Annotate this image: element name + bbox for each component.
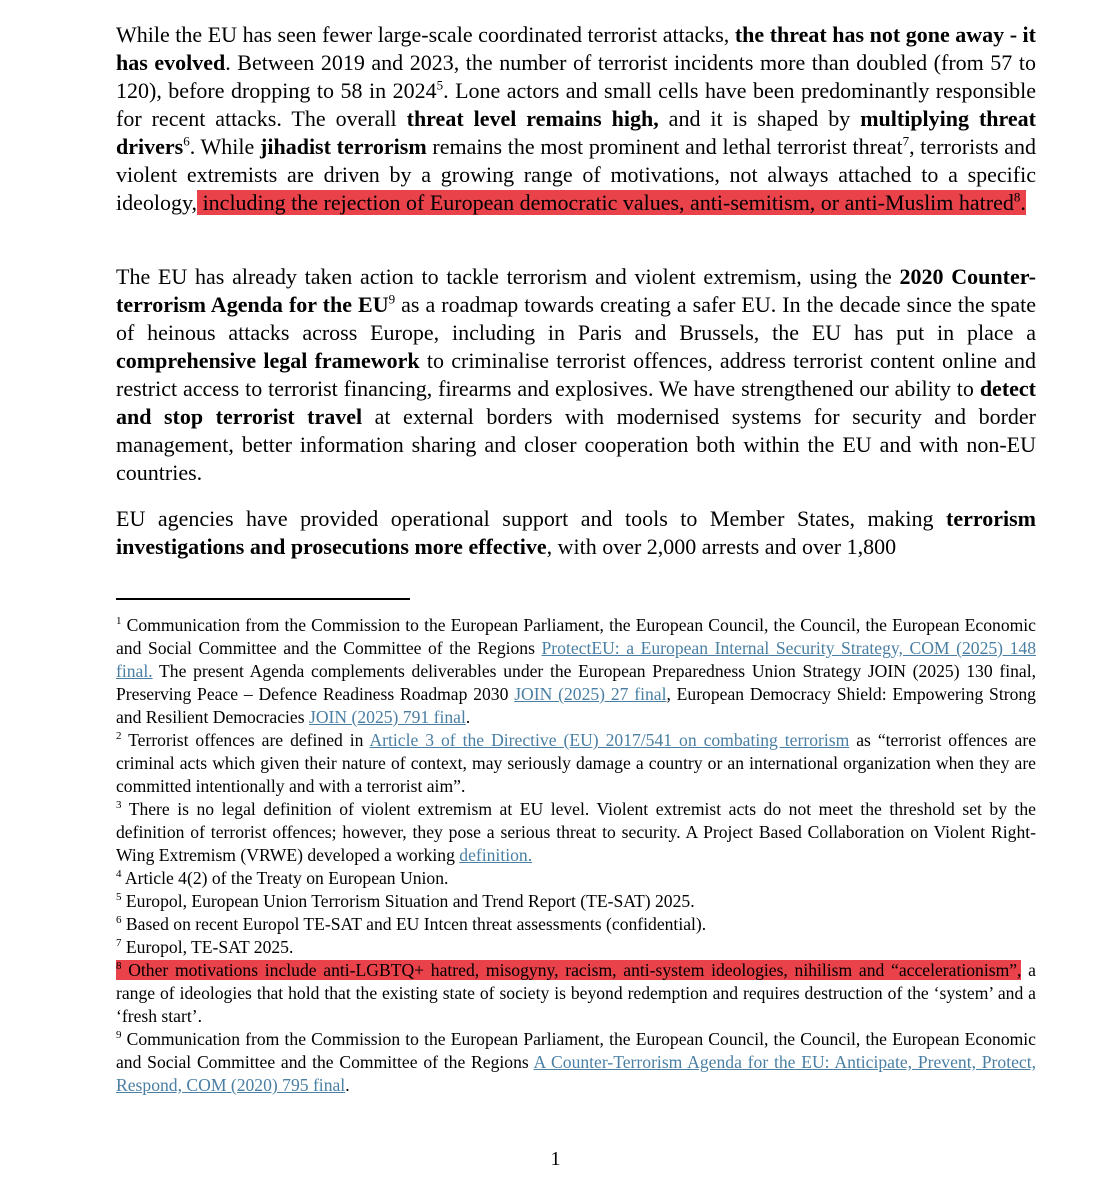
text: including the rejection of European democratic values, anti-semitism, or anti-Muslim hatred (197, 190, 1014, 215)
footnote-7 (116, 936, 1036, 959)
footnote-ref[interactable]: 6 (183, 133, 190, 149)
text: Terrorist offences are defined in (121, 730, 370, 750)
footnote-number: 2 (116, 730, 122, 743)
bold-text: threat level remains high, (406, 106, 659, 131)
highlighted-text (116, 960, 1021, 980)
paragraph-threat-evolution (116, 21, 1036, 217)
text: EU agencies have provided operational support and tools to Member States, making (116, 506, 946, 531)
text: at external borders with modernised systems for security and border management, better information sharing and closer cooperation both within the EU and with non-EU countries. (116, 404, 1036, 485)
text: Based on recent Europol TE-SAT and EU Intcen threat assessments (confidential). (121, 914, 707, 934)
footnote-number: 8 (116, 960, 122, 973)
text: The EU has already taken action to tackle terrorism and violent extremism, using the (116, 264, 900, 289)
paragraph-eu-agencies (116, 505, 1036, 561)
protecteu-link[interactable]: ProtectEU: a European Internal Security Strategy, COM (2025) 148 final. (116, 638, 1036, 681)
footnote-ref[interactable]: 5 (436, 77, 444, 93)
text: Other motivations include anti-LGBTQ+ hatred, misogyny, racism, anti-system ideologies, nihilism and “accelerationism”, (121, 960, 1022, 980)
footnote-number: 4 (116, 868, 122, 881)
text: a range of ideologies that hold that the existing state of society is beyond redemption and requires destruction of the ‘system’ and a ‘fresh start’. (116, 960, 1036, 1026)
footnote-9 (116, 1028, 1036, 1097)
footnote-1 (116, 614, 1036, 729)
text: . (1020, 190, 1026, 215)
text: as a roadmap towards creating a safer EU. In the decade since the spate of heinous attacks across Europe, including in Paris and Brussels, the EU has put in place a (116, 292, 1036, 345)
bold-text: the threat has not gone away - it has evolved (116, 22, 1036, 75)
footnote-2 (116, 729, 1036, 798)
text: Article 4(2) of the Treaty on European Union. (121, 868, 449, 888)
text: Communication from the Commission to the European Parliament, the European Council, the Council, the European Economic and Social Committee and the Committee of the Regions (116, 615, 1036, 658)
highlighted-text (197, 190, 1026, 215)
join-2025-791-link[interactable]: JOIN (2025) 791 final (308, 707, 466, 727)
text: as “terrorist offences are criminal acts which given their nature of context, may seriously damage a country or an international organization when they are committed intentionally and with a terrorist aim”. (116, 730, 1037, 796)
text: . Between 2019 and 2023, the number of terrorist incidents more than doubled (from 57 to 120), before dropping to 58 in 2024 (116, 50, 1036, 103)
footnote-number: 6 (116, 914, 122, 927)
text: While the EU has seen fewer large-scale coordinated terrorist attacks, (116, 22, 735, 47)
paragraph-eu-action (116, 263, 1036, 487)
bold-text: comprehensive legal framework (116, 348, 420, 373)
text: Europol, European Union Terrorism Situation and Trend Report (TE-SAT) 2025. (121, 891, 695, 911)
bold-text: terrorism investigations and prosecutions more effective (116, 506, 1036, 559)
footnote-ref[interactable]: 8 (1013, 189, 1021, 205)
page-number: 1 (550, 1148, 561, 1170)
footnote-ref[interactable]: 7 (902, 133, 910, 149)
footnote-number: 1 (116, 615, 122, 628)
text: . (345, 1075, 350, 1095)
definition-link[interactable]: definition. (459, 845, 533, 865)
directive-article-3-link[interactable]: Article 3 of the Directive (EU) 2017/541 on combating terrorism (369, 730, 850, 750)
footnote-6 (116, 913, 1036, 936)
footnote-ref[interactable]: 9 (388, 291, 396, 307)
footnote-number: 9 (116, 1029, 122, 1042)
bold-text: detect and stop terrorist travel (116, 376, 1036, 429)
footnote-number: 3 (116, 799, 122, 812)
text: Europol, TE-SAT 2025. (121, 937, 294, 957)
footnotes-section (116, 614, 1036, 1097)
footnote-8 (116, 959, 1036, 1028)
footnote-number: 5 (116, 891, 122, 904)
join-2025-27-link[interactable]: JOIN (2025) 27 final (514, 684, 667, 704)
bold-text: jihadist terrorism (260, 134, 427, 159)
text: , European Democracy Shield: Empowering Strong and Resilient Democracies (116, 684, 1036, 727)
text: to criminalise terrorist offences, address terrorist content online and restrict access to terrorist financing, firearms and explosives. We have strengthened our ability to (116, 348, 1036, 401)
footnote-3 (116, 798, 1036, 867)
text: remains the most prominent and lethal terrorist threat (426, 134, 903, 159)
text: . (465, 707, 471, 727)
footnote-number: 7 (116, 937, 122, 950)
text: Communication from the Commission to the European Parliament, the European Council, the Council, the European Economic and Social Committee and the Committee of the Regions (116, 1029, 1036, 1072)
text: , terrorists and violent extremists are driven by a growing range of motivations, not always attached to a specific ideology, (116, 134, 1037, 215)
footnote-4 (116, 867, 1036, 890)
text: There is no legal definition of violent extremism at EU level. Violent extremist acts do not meet the threshold set by the definition of terrorist offences; however, they pose a serious threat to security. A Project Based Collaboration on Violent Right-Wing Extremism (VRWE) developed a working (116, 799, 1036, 865)
counter-terrorism-agenda-link[interactable]: A Counter-Terrorism Agenda for the EU: Anticipate, Prevent, Protect, Respond, COM (2020) 795 final (116, 1052, 1037, 1095)
footnote-separator (116, 598, 410, 600)
text: . Lone actors and small cells have been predominantly responsible for recent attacks. The overall (116, 78, 1037, 131)
footnote-5 (116, 890, 1036, 913)
text: . While (189, 134, 261, 159)
bold-text: multiplying threat drivers (116, 106, 1036, 159)
text: and it is shaped by (658, 106, 861, 131)
text: , with over 2,000 arrests and over 1,800 (546, 534, 897, 559)
text: The present Agenda complements deliverables under the European Preparedness Union Strategy JOIN (2025) 130 final, Preserving Peace – Defence Readiness Roadmap 2030 (116, 661, 1036, 704)
bold-text: 2020 Counter-terrorism Agenda for the EU (116, 264, 1036, 317)
